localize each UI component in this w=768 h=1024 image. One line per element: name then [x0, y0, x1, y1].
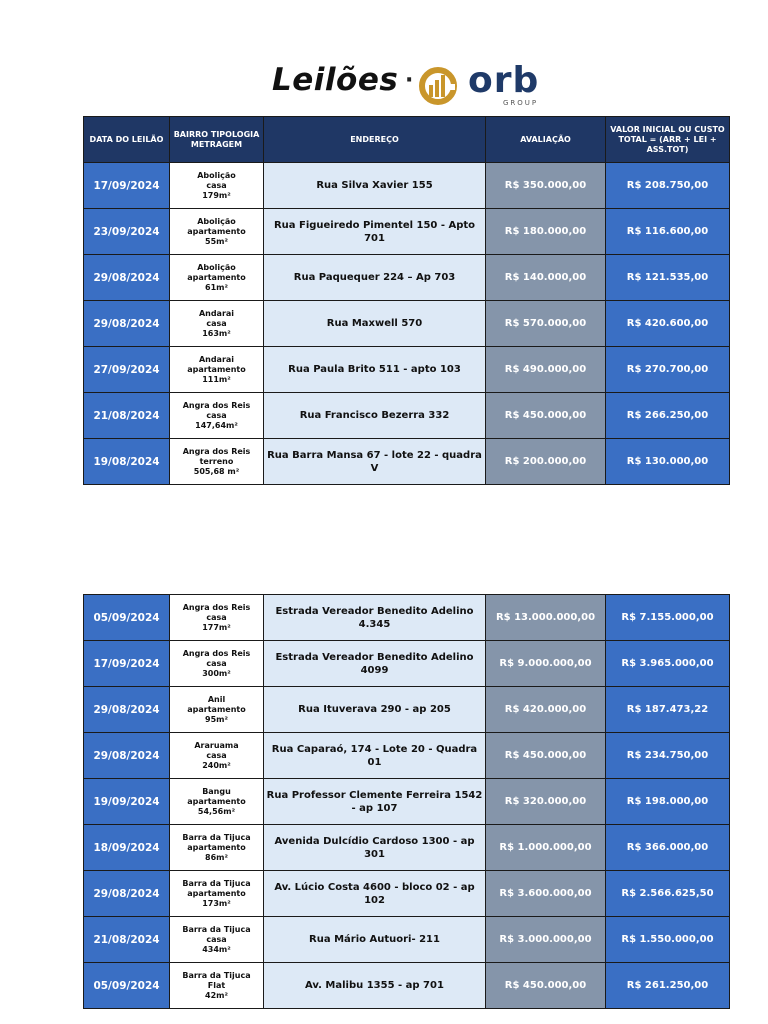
evaluation: R$ 3.600.000,00: [486, 871, 606, 917]
initial-value: R$ 116.600,00: [606, 209, 730, 255]
initial-value: R$ 261.250,00: [606, 963, 730, 1009]
auction-date: 29/08/2024: [84, 255, 170, 301]
address: Rua Mário Autuori- 211: [264, 917, 486, 963]
address: Rua Paula Brito 511 - apto 103: [264, 347, 486, 393]
neighborhood: Barra da Tijuca: [182, 970, 251, 980]
address: Rua Figueiredo Pimentel 150 - Apto 701: [264, 209, 486, 255]
auction-date: 23/09/2024: [84, 209, 170, 255]
initial-value: R$ 198.000,00: [606, 779, 730, 825]
header-date: DATA DO LEILÃO: [84, 117, 170, 163]
property-type: casa: [206, 934, 227, 944]
neighborhood: Angra dos Reis: [182, 446, 251, 456]
address: Estrada Vereador Benedito Adelino 4.345: [264, 595, 486, 641]
neighborhood: Araruama: [194, 740, 239, 750]
address: Rua Caparaó, 174 - Lote 20 - Quadra 01: [264, 733, 486, 779]
address: Rua Professor Clemente Ferreira 1542 - ap 107: [264, 779, 486, 825]
neighborhood-type-size: [170, 163, 264, 209]
address: Rua Maxwell 570: [264, 301, 486, 347]
auction-date: 18/09/2024: [84, 825, 170, 871]
table-row: [84, 301, 730, 347]
table-row: [84, 641, 730, 687]
property-type: apartamento: [187, 272, 246, 282]
property-size: 163m²: [202, 328, 231, 338]
neighborhood-type-size: [170, 255, 264, 301]
table-row: [84, 209, 730, 255]
property-size: 300m²: [202, 668, 231, 678]
neighborhood: Bangu: [202, 786, 231, 796]
neighborhood: Barra da Tijuca: [182, 878, 251, 888]
title-separator: ·: [405, 68, 414, 93]
table-header-row: [84, 117, 730, 163]
neighborhood-type-size: [170, 393, 264, 439]
neighborhood-type-size: [170, 917, 264, 963]
auction-date: 27/09/2024: [84, 347, 170, 393]
initial-value: R$ 3.965.000,00: [606, 641, 730, 687]
page-header: [0, 58, 768, 108]
property-size: 54,56m²: [197, 806, 236, 816]
header-avaliacao: AVALIAÇÃO: [486, 117, 606, 163]
table-row: [84, 917, 730, 963]
property-type: apartamento: [187, 888, 246, 898]
table-row: [84, 393, 730, 439]
table-row: [84, 871, 730, 917]
evaluation: R$ 13.000.000,00: [486, 595, 606, 641]
neighborhood-type-size: [170, 439, 264, 485]
table-row: [84, 595, 730, 641]
table-row: [84, 733, 730, 779]
initial-value: R$ 420.600,00: [606, 301, 730, 347]
neighborhood-type-size: [170, 963, 264, 1009]
property-type: casa: [206, 410, 227, 420]
property-type: terreno: [199, 456, 234, 466]
evaluation: R$ 1.000.000,00: [486, 825, 606, 871]
neighborhood: Angra dos Reis: [182, 648, 251, 658]
table-row: [84, 825, 730, 871]
neighborhood-type-size: [170, 871, 264, 917]
property-size: 240m²: [202, 760, 231, 770]
evaluation: R$ 350.000,00: [486, 163, 606, 209]
neighborhood-type-size: [170, 301, 264, 347]
neighborhood: Angra dos Reis: [182, 602, 251, 612]
neighborhood-type-size: [170, 641, 264, 687]
table-row: [84, 255, 730, 301]
property-type: casa: [206, 750, 227, 760]
property-type: apartamento: [187, 364, 246, 374]
property-size: 505,68 m²: [193, 466, 240, 476]
address: Av. Malibu 1355 - ap 701: [264, 963, 486, 1009]
table-row: [84, 163, 730, 209]
evaluation: R$ 200.000,00: [486, 439, 606, 485]
evaluation: R$ 180.000,00: [486, 209, 606, 255]
initial-value: R$ 130.000,00: [606, 439, 730, 485]
address: Rua Barra Mansa 67 - lote 22 - quadra V: [264, 439, 486, 485]
auction-date: 17/09/2024: [84, 163, 170, 209]
evaluation: R$ 140.000,00: [486, 255, 606, 301]
neighborhood-type-size: [170, 825, 264, 871]
auction-date: 29/08/2024: [84, 301, 170, 347]
initial-value: R$ 1.550.000,00: [606, 917, 730, 963]
evaluation: R$ 450.000,00: [486, 733, 606, 779]
property-size: 42m²: [205, 990, 228, 1000]
auction-date: 19/08/2024: [84, 439, 170, 485]
neighborhood-type-size: [170, 347, 264, 393]
address: Rua Ituverava 290 - ap 205: [264, 687, 486, 733]
neighborhood: Andarai: [198, 308, 235, 318]
property-type: apartamento: [187, 796, 246, 806]
evaluation: R$ 9.000.000,00: [486, 641, 606, 687]
property-size: 173m²: [202, 898, 231, 908]
auction-table-2: [83, 594, 730, 1009]
auction-date: 29/08/2024: [84, 687, 170, 733]
evaluation: R$ 490.000,00: [486, 347, 606, 393]
auction-date: 29/08/2024: [84, 733, 170, 779]
initial-value: R$ 187.473,22: [606, 687, 730, 733]
neighborhood: Abolição: [197, 262, 236, 272]
evaluation: R$ 320.000,00: [486, 779, 606, 825]
property-size: 434m²: [202, 944, 231, 954]
table-row: [84, 779, 730, 825]
header-endereco: ENDEREÇO: [264, 117, 486, 163]
auction-date: 29/08/2024: [84, 871, 170, 917]
neighborhood: Abolição: [197, 170, 236, 180]
initial-value: R$ 208.750,00: [606, 163, 730, 209]
table-row: [84, 347, 730, 393]
property-size: 55m²: [205, 236, 228, 246]
evaluation: R$ 420.000,00: [486, 687, 606, 733]
neighborhood-type-size: [170, 595, 264, 641]
initial-value: R$ 270.700,00: [606, 347, 730, 393]
property-size: 177m²: [202, 622, 231, 632]
auction-table-1: [83, 116, 730, 485]
neighborhood: Anil: [207, 694, 226, 704]
property-type: apartamento: [187, 842, 246, 852]
neighborhood-type-size: [170, 733, 264, 779]
orb-logo-icon: [416, 64, 464, 108]
auction-date: 05/09/2024: [84, 963, 170, 1009]
property-size: 61m²: [205, 282, 228, 292]
table-row: [84, 687, 730, 733]
auction-date: 19/09/2024: [84, 779, 170, 825]
neighborhood: Andarai: [198, 354, 235, 364]
address: Rua Francisco Bezerra 332: [264, 393, 486, 439]
property-size: 179m²: [202, 190, 231, 200]
header-valor: VALOR INICIAL OU CUSTO TOTAL = (ARR + LEI + ASS.TOT): [606, 117, 730, 163]
address: Avenida Dulcídio Cardoso 1300 - ap 301: [264, 825, 486, 871]
table-row: [84, 963, 730, 1009]
evaluation: R$ 570.000,00: [486, 301, 606, 347]
auction-date: 05/09/2024: [84, 595, 170, 641]
property-type: Flat: [207, 980, 226, 990]
address: Av. Lúcio Costa 4600 - bloco 02 - ap 102: [264, 871, 486, 917]
auction-date: 21/08/2024: [84, 393, 170, 439]
initial-value: R$ 366.000,00: [606, 825, 730, 871]
page-title: Leilões: [272, 62, 399, 98]
property-size: 111m²: [202, 374, 231, 384]
property-size: 95m²: [205, 714, 228, 724]
address: Rua Silva Xavier 155: [264, 163, 486, 209]
property-type: casa: [206, 612, 227, 622]
neighborhood: Abolição: [197, 216, 236, 226]
header-bairro: BAIRRO TIPOLOGIA METRAGEM: [170, 117, 264, 163]
auction-date: 17/09/2024: [84, 641, 170, 687]
property-type: casa: [206, 658, 227, 668]
property-type: casa: [206, 318, 227, 328]
initial-value: R$ 234.750,00: [606, 733, 730, 779]
neighborhood: Barra da Tijuca: [182, 832, 251, 842]
property-type: apartamento: [187, 226, 246, 236]
evaluation: R$ 450.000,00: [486, 963, 606, 1009]
property-type: casa: [206, 180, 227, 190]
evaluation: R$ 3.000.000,00: [486, 917, 606, 963]
initial-value: R$ 2.566.625,50: [606, 871, 730, 917]
table-row: [84, 439, 730, 485]
property-type: apartamento: [187, 704, 246, 714]
property-size: 86m²: [205, 852, 228, 862]
address: Rua Paquequer 224 – Ap 703: [264, 255, 486, 301]
property-size: 147,64m²: [195, 420, 238, 430]
initial-value: R$ 121.535,00: [606, 255, 730, 301]
neighborhood-type-size: [170, 779, 264, 825]
neighborhood: Angra dos Reis: [182, 400, 251, 410]
logo-subtitle: GROUP: [503, 99, 539, 107]
neighborhood-type-size: [170, 687, 264, 733]
initial-value: R$ 7.155.000,00: [606, 595, 730, 641]
logo-wordmark: orb: [468, 60, 540, 101]
address: Estrada Vereador Benedito Adelino 4099: [264, 641, 486, 687]
neighborhood-type-size: [170, 209, 264, 255]
evaluation: R$ 450.000,00: [486, 393, 606, 439]
neighborhood: Barra da Tijuca: [182, 924, 251, 934]
auction-date: 21/08/2024: [84, 917, 170, 963]
initial-value: R$ 266.250,00: [606, 393, 730, 439]
orb-group-logo: [416, 60, 556, 108]
